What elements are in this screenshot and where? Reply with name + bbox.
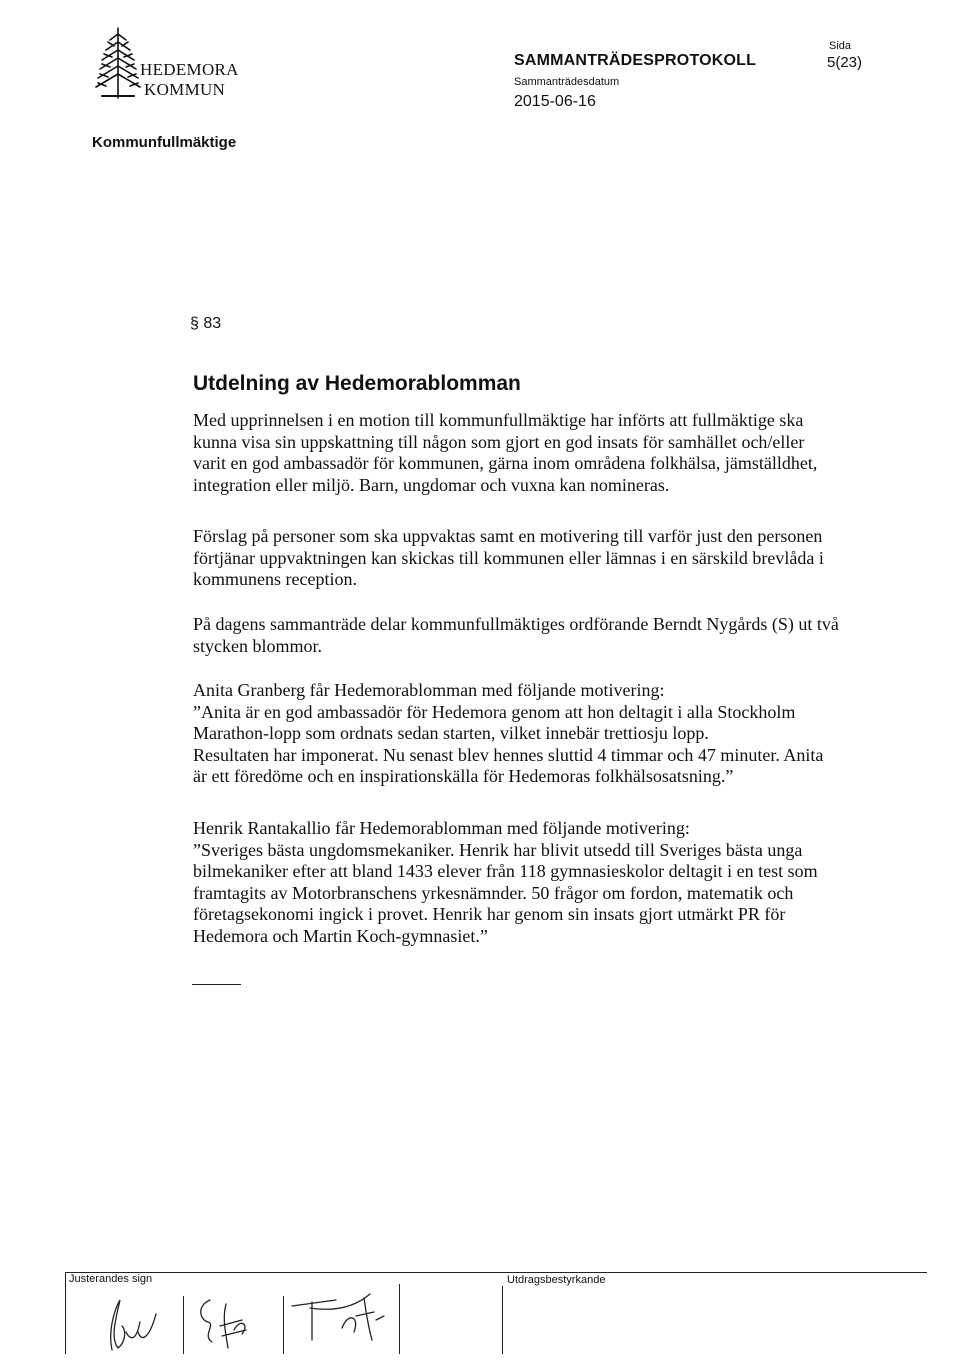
paragraph-line: företagsekonomi ingick i provet. Henrik har genom sin insats gjort utmärkt PR för — [193, 904, 786, 924]
paragraph-line: Henrik Rantakallio får Hedemorablomman med följande motivering: — [193, 818, 690, 838]
paragraph-line: bilmekaniker efter att bland 1433 elever från 118 gymnasieskolor deltagit i en test som — [193, 861, 818, 881]
page-number: 5(23) — [827, 54, 863, 71]
paragraph-nominations — [193, 526, 883, 591]
signature-label: Justerandes sign — [69, 1273, 153, 1285]
paragraph-line: Resultaten har imponerat. Nu senast blev hennes sluttid 4 timmar och 47 minuter. Anita — [193, 744, 824, 765]
paragraph-line: På dagens sammanträde delar kommunfullmäktiges ordförande Berndt Nygårds (S) ut två — [193, 614, 839, 634]
hedemora-kommun-logo — [88, 24, 258, 102]
signature-separator — [183, 1296, 184, 1354]
paragraph-henrik-rantakallio — [193, 818, 883, 947]
section-number: § 83 — [190, 315, 222, 332]
signature-1 — [96, 1292, 162, 1354]
paragraph-line: ”Anita är en god ambassadör för Hedemora genom att hon deltagit i alla Stockholm — [193, 701, 796, 722]
section-end-divider — [192, 984, 241, 985]
paragraph-line: Hedemora och Martin Koch-gymnasiet.” — [193, 925, 488, 946]
paragraph-line: kunna visa sin uppskattning till någon som gjort en god insats för samhället och/eller — [193, 431, 805, 452]
logo-line-1: HEDEMORA — [140, 60, 239, 79]
spruce-tree-icon — [88, 24, 148, 102]
page-label: Sida — [829, 40, 852, 52]
footer-box-left-edge — [65, 1272, 66, 1354]
paragraph-line: ”Sveriges bästa ungdomsmekaniker. Henrik har blivit utsedd till Sveriges bästa unga — [193, 839, 803, 860]
section-heading: Utdelning av Hedemorablomman — [193, 372, 521, 395]
meeting-date-value: 2015-06-16 — [514, 93, 596, 110]
paragraph-line: framtagits av Motorbranschens yrkesnämnder. 50 frågor om fordon, matematik och — [193, 882, 794, 903]
paragraph-line: Anita Granberg får Hedemorablomman med följande motivering: — [193, 680, 665, 700]
paragraph-line: Marathon-lopp som ordnats sedan starten, vilket innebär trettiosju lopp. — [193, 723, 709, 743]
paragraph-line: Med upprinnelsen i en motion till kommunfullmäktige har införts att fullmäktige ska — [193, 410, 804, 430]
paragraph-line: Förslag på personer som ska uppvaktas samt en motivering till varför just den personen — [193, 526, 823, 546]
signature-separator — [283, 1296, 284, 1354]
protocol-title: SAMMANTRÄDESPROTOKOLL — [514, 52, 757, 69]
paragraph-line: är ett föredöme och en inspirationskälla för Hedemoras folkhälsosatsning.” — [193, 766, 734, 786]
signature-2 — [192, 1290, 262, 1354]
extract-certification-label: Utdragsbestyrkande — [507, 1274, 606, 1286]
signature-3 — [286, 1286, 396, 1346]
paragraph-line: integration eller miljö. Barn, ungdomar och vuxna kan nomineras. — [193, 474, 670, 495]
paragraph-todays-meeting — [193, 614, 883, 657]
body-name: Kommunfullmäktige — [92, 134, 237, 151]
footer-divider — [65, 1272, 927, 1273]
paragraph-line: kommunens reception. — [193, 569, 357, 589]
paragraph-anita-granberg — [193, 680, 883, 788]
paragraph-line: förtjänar uppvaktningen kan skickas till kommunen eller lämnas i en särskild brevlåda i — [193, 547, 824, 568]
signature-separator — [399, 1284, 400, 1354]
paragraph-line: stycken blommor. — [193, 635, 322, 656]
paragraph-line: varit en god ambassadör för kommunen, gärna inom områdena folkhälsa, jämställdhet, — [193, 453, 818, 473]
extract-box-left-edge — [502, 1286, 503, 1354]
paragraph-intro — [193, 410, 883, 496]
meeting-date-label: Sammanträdesdatum — [514, 76, 620, 88]
logo-line-2: KOMMUN — [144, 80, 226, 99]
